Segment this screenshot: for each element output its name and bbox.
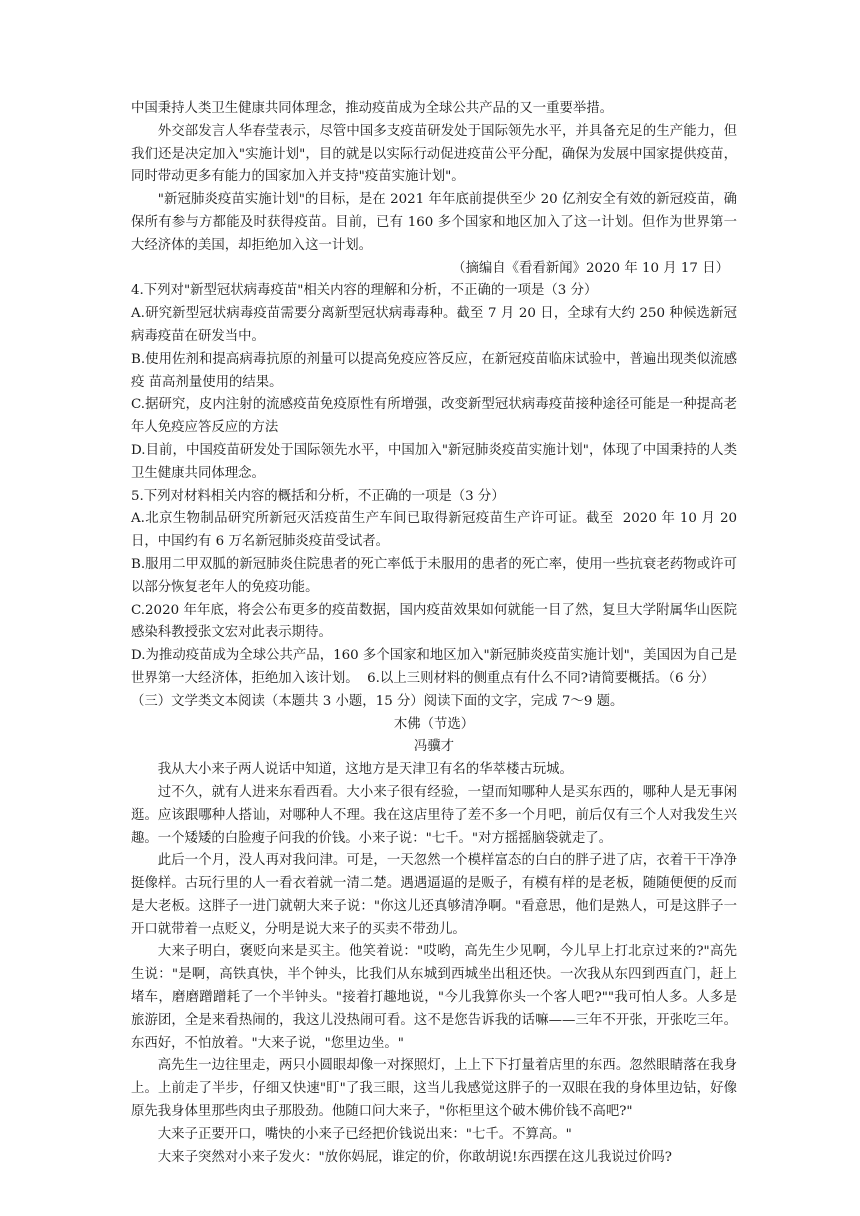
paragraph: "新冠肺炎疫苗实施计划"的目标，是在 2021 年年底前提供至少 20 亿剂安全有效的新冠疫苗，确保所有参与方都能及时获得疫苗。目前，已有 160 多个国家和地区加入了这一计划。但作为世界第一大经济体的美国，却拒绝加入这一计划。 [131, 192, 737, 253]
paragraph: D.目前，中国疫苗研发处于国际领先水平，中国加入"新冠肺炎疫苗实施计划"，体现了中国秉持的人类卫生健康共同体理念。 [131, 442, 737, 481]
paragraph: 大来子正要开口，嘴快的小来子已经把价钱说出来："七千。不算高。" [157, 1126, 572, 1142]
paragraph: A.研究新型冠状病毒疫苗需要分离新型冠状病毒毒种。截至 7 月 20 日，全球有大约 250 种候选新冠病毒疫苗在研发当中。 [131, 306, 737, 344]
paragraph: C.据研究，皮内注射的流感疫苗免疫原性有所增强，改变新型冠状病毒疫苗接种途径可能是一种提高老年人免疫应答反应的方法 [131, 397, 737, 436]
paragraph: 大来子突然对小来子发火："放你妈屁，谁定的价，你敢胡说!东西摆在这儿我说过价吗? [157, 1149, 672, 1165]
paragraph: 此后一个月，没人再对我问津。可是，一天忽然一个模样富态的白白的胖子进了店，衣着干干净净挺像样。古玩行里的人一看衣着就一清二楚。遇遇逼逼的是贩子，有模有样的是老板，随随便便的反而是大老板。这胖子一进门就朝大来子说："你这儿还真够清净啊。"看意思，他们是熟人，可是这胖子一开口就带着一点贬义，分明是说大来子的买卖不带劲儿。 [131, 853, 737, 937]
paragraph: 5.下列对材料相关内容的概括和分析，不正确的一项是（3 分） [131, 488, 505, 504]
paragraph: 高先生一边往里走，两只小圆眼却像一对探照灯，上上下下打量着店里的东西。忽然眼睛落在我身上。上前走了半步，仔细又快速"盯"了我三眼，这当儿我感觉这胖子的一双眼在我的身体里边钻，好像原先我身体里那些肉虫子那股劲。他随口问大来子，"你柜里这个破木佛价钱不高吧?" [131, 1058, 737, 1120]
paragraph: 我从大小来子两人说话中知道，这地方是天津卫有名的华萃楼古玩城。 [157, 762, 573, 778]
paragraph: 外交部发言人华春莹表示，尽管中国多支疫苗研发处于国际领先水平，并具备充足的生产能力，但我们还是决定加入"实施计划"，目的就是以实际行动促进疫苗公平分配，确保为发展中国家提供疫苗，同时带动更多有能力的国家加入并支持"疫苗实施计划"。 [131, 123, 737, 185]
paragraph: （摘编自《看看新闻》2020 年 10 月 17 日） [452, 260, 729, 276]
paragraph: C.2020 年年底，将会公布更多的疫苗数据，国内疫苗效果如何就能一目了然，复旦大学附属华山医院感染科教授张文宏对此表示期待。 [131, 602, 737, 641]
paragraph: B.使用佐剂和提高病毒抗原的剂量可以提高免疫应答反应，在新冠疫苗临床试验中，普遍出现类似流感疫 苗高剂量使用的结果。 [131, 351, 737, 390]
paragraph: 大来子明白，褒贬向来是买主。他笑着说："哎哟，高先生少见啊，今儿早上打北京过来的?"高先生说："是啊，高铁真快，半个钟头，比我们从东城到西城坐出租还快。一次我从东四到西直门，赶上堵车，磨磨蹭蹭耗了一个半钟头。"接着打趣地说，"今儿我算你头一个客人吧?""我可怕人多。人多是旅游团，全是来看热闹的，我这儿没热闹可看。这不是您告诉我的话嘛——三年不开张，开张吃三年。东西好，不怕放着。"大来子说，"您里边坐。" [131, 944, 737, 1051]
paragraph: （三）文学类文本阅读（本题共 3 小题，15 分）阅读下面的文字，完成 7～9 题。 [131, 693, 624, 709]
heading-line: 冯骥才 [413, 739, 455, 755]
paragraph: D.为推动疫苗成为全球公共产品，160 多个国家和地区加入"新冠肺炎疫苗实施计划"，美国因为自己是世界第一大经济体，拒绝加入该计划。 6.以上三则材料的侧重点有什么不同?请简要概括。（6 分） [131, 648, 737, 686]
paragraph: A.北京生物制品研究所新冠灭活疫苗生产车间已取得新冠疫苗生产许可证。截至 2020 年 10 月 20 日，中国约有 6 万名新冠肺炎疫苗受试者。 [131, 511, 742, 550]
paragraph: 4.下列对"新型冠状病毒疫苗"相关内容的理解和分析，不正确的一项是（3 分） [131, 283, 598, 299]
document-body [131, 98, 742, 1169]
paragraph: B.服用二甲双胍的新冠肺炎住院患者的死亡率低于未服用的患者的死亡率，使用一些抗衰老药物或许可以部分恢复老年人的免疫功能。 [131, 556, 737, 595]
paragraph: 中国秉持人类卫生健康共同体理念，推动疫苗成为全球公共产品的又一重要举措。 [131, 101, 614, 116]
heading-line: 木佛（节选） [393, 716, 475, 732]
paragraph: 过不久，就有人进来东看西看。大小来子很有经验，一望而知哪种人是买东西的，哪种人是无事闲逛。应该跟哪种人搭讪，对哪种人不理。我在这店里待了差不多一个月吧，前后仅有三个人对我发生兴趣。一个矮矮的白脸瘦子问我的价钱。小来子说："七千。"对方摇摇脑袋就走了。 [131, 784, 737, 846]
